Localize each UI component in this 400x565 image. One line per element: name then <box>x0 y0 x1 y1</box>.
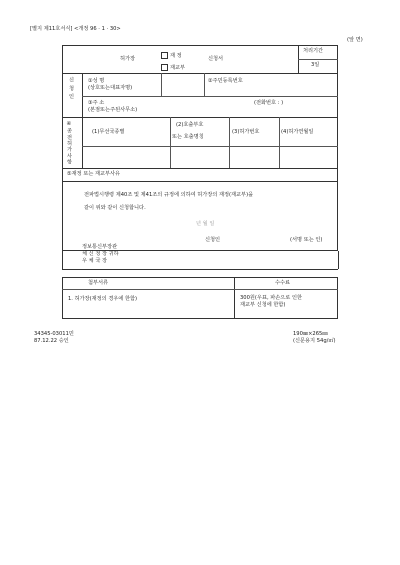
recipient-minister: 정보통신부장관 <box>82 244 118 250</box>
recipient-office-chief: 체 신 청 장 귀하 <box>82 251 119 257</box>
option-reissue-definition[interactable]: 재 정 <box>161 52 182 60</box>
fee-amount: 300원(우표, 파손으로 인한 <box>240 295 302 301</box>
call-sign-header: (2)호출부호 <box>176 122 204 128</box>
applicant-signature-label: 신청인 <box>205 237 221 243</box>
station-type-header: (1)무선국종별 <box>92 129 125 135</box>
application-date: 년 월 일 <box>196 221 215 227</box>
permit-date-field[interactable] <box>281 148 337 167</box>
name-field[interactable] <box>163 75 203 94</box>
permit-number-header: (3)허가번호 <box>232 129 260 135</box>
approval-date: 87.12.22 승인 <box>34 338 69 344</box>
recipient-postmaster: 우 체 국 장 <box>82 258 107 264</box>
address-sublabel: (본점또는주된사무소) <box>88 107 138 113</box>
name-sublabel: (상호또는대표자명) <box>88 85 133 91</box>
title-prefix: 허가장 <box>120 56 136 62</box>
signature-or-seal: (서명 또는 인) <box>290 237 323 243</box>
processing-period-label: 처리기간 <box>303 48 324 54</box>
page-face-label: (앞 면) <box>347 37 363 43</box>
attachment-item-permit: 1. 허가장(재정의 경우에 한함) <box>68 296 138 302</box>
paper-type: (신문용지 54g/㎡) <box>293 338 336 344</box>
form-code: [별지 제11호서식] <개정 96 · 1 · 30> <box>30 26 121 32</box>
address-label: ③주 소 <box>88 100 105 106</box>
checkbox-icon <box>161 52 168 59</box>
call-sign-field[interactable] <box>172 148 228 167</box>
checkbox-icon <box>161 64 168 71</box>
declaration-line-1: 전파법시행령 제40조 및 제41조의 규정에 의하여 허가장의 재정(재교부)을 <box>84 192 254 198</box>
applicant-section-label: 신청인 <box>67 77 74 102</box>
call-sign-header-line2: 또는 호출명칭 <box>172 134 204 140</box>
resident-number-label: ②주민등록번호 <box>208 78 243 84</box>
resident-number-field[interactable] <box>272 75 336 94</box>
reason-label: ⑤재정 또는 재교부사유 <box>67 171 121 177</box>
permit-date-header: (4)허가연월일 <box>281 129 314 135</box>
form-number: 34345-03011민 <box>34 331 74 337</box>
prior-permit-section-label: ④종전허가사항 <box>65 121 72 166</box>
permit-number-field[interactable] <box>231 148 278 167</box>
name-label: ①성 명 <box>88 78 105 84</box>
reason-field[interactable] <box>135 170 335 179</box>
processing-period-value: 3일 <box>311 62 320 68</box>
title-suffix: 신청서 <box>208 56 224 62</box>
station-type-field[interactable] <box>84 148 169 167</box>
attachments-header: 첨부서류 <box>88 280 109 286</box>
option-reissue[interactable]: 재교부 <box>161 64 185 72</box>
fee-condition: 재교부 신청에 한함) <box>240 302 286 308</box>
declaration-line-2: 같이 위와 같이 신청합니다. <box>84 205 146 211</box>
paper-size: 190㎜×265㎜ <box>293 331 328 337</box>
phone-number-label: (전화번호 : ) <box>254 100 284 106</box>
fee-header: 수수료 <box>275 280 291 286</box>
